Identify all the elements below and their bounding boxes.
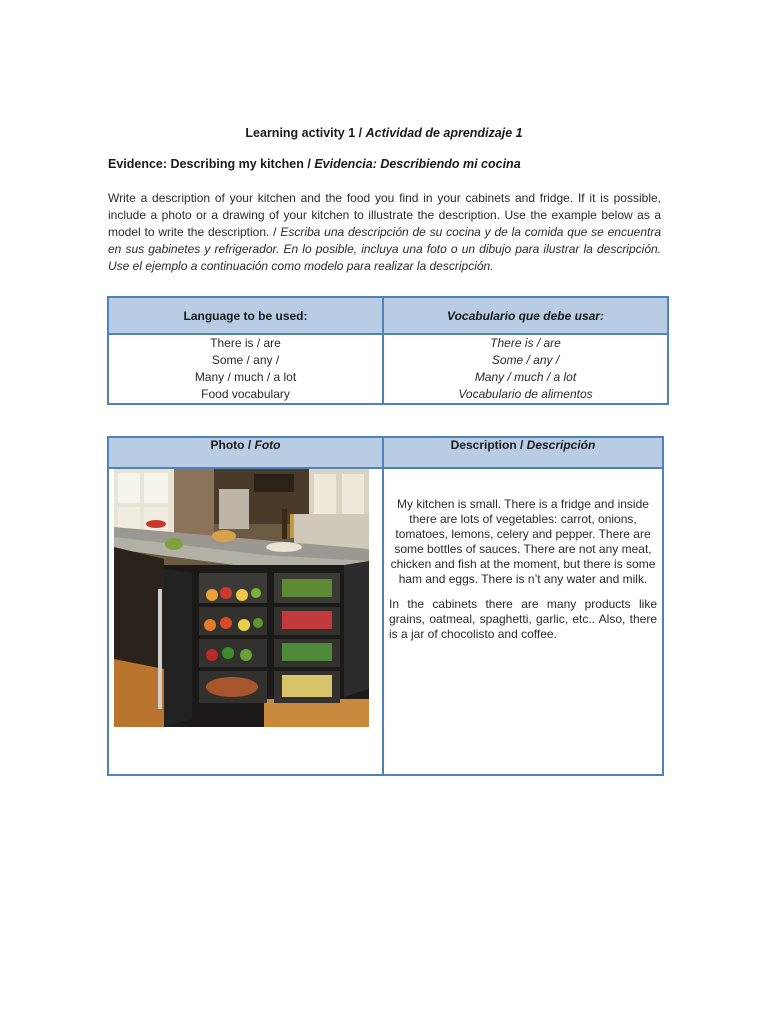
title-spanish: Actividad de aprendizaje 1 (365, 126, 523, 140)
language-table (107, 296, 669, 405)
description-header-english: Description / (450, 438, 527, 452)
vocabulary-item: Some / any / (491, 353, 560, 367)
description-header (383, 437, 663, 468)
evidence-english: Evidence: Describing my kitchen / (108, 157, 315, 171)
language-items-english (108, 334, 383, 404)
photo-cell (108, 468, 383, 775)
evidence-spanish: Evidencia: Describiendo mi cocina (314, 157, 521, 171)
page-title (0, 126, 768, 140)
photo-header (108, 437, 383, 468)
language-item: Food vocabulary (201, 387, 290, 401)
example-table (107, 436, 664, 776)
language-item: Many / much / a lot (194, 370, 297, 384)
description-paragraph-1: My kitchen is small. There is a fridge and inside there are lots of vegetables: carrot, onions, tomatoes, lemons, celery and pepper. There are some bottles of sauces. There are not any meat, chicken and fish at the moment, but there is some ham and eggs. There is n’t any water and milk. (390, 497, 656, 586)
language-header-spanish-text: Vocabulario que debe usar: (447, 308, 604, 323)
language-item: Some / any / (211, 353, 280, 367)
instructions-english: Write a description of your kitchen and the food you find in your cabinets and fridge. If it is possible, include a photo or a drawing of your kitchen to illustrate the description. Use the example below as a model to write the description. / (108, 191, 661, 239)
photo-header-spanish: Foto (254, 438, 281, 452)
photo-header-english: Photo / (210, 438, 255, 452)
instructions-paragraph (108, 190, 661, 275)
language-items-spanish (383, 334, 668, 404)
vocabulary-item: Many / much / a lot (474, 370, 577, 384)
language-header-english: Language to be used: (108, 297, 383, 334)
title-english: Learning activity 1 / (245, 126, 366, 140)
description-cell (383, 468, 663, 775)
instructions-spanish: Escriba una descripción de su cocina y de la comida que se encuentra en sus gabinetes y refrigerador. En lo posible, incluya una foto o un dibujo para ilustrar la descripción. Use el ejemplo a continuación como modelo para realizar la descripción. (108, 225, 661, 273)
vocabulary-item: There is / are (490, 336, 561, 350)
kitchen-photo (114, 469, 369, 727)
evidence-heading (108, 157, 521, 171)
description-text (384, 469, 662, 642)
language-item: There is / are (210, 336, 281, 350)
description-header-spanish: Descripción (526, 438, 596, 452)
description-paragraph-2: In the cabinets there are many products like grains, oatmeal, spaghetti, garlic, etc.. Also, there is a jar of chocolisto and coffee. (389, 597, 657, 641)
vocabulary-item: Vocabulario de alimentos (458, 387, 593, 401)
language-header-spanish (383, 297, 668, 334)
